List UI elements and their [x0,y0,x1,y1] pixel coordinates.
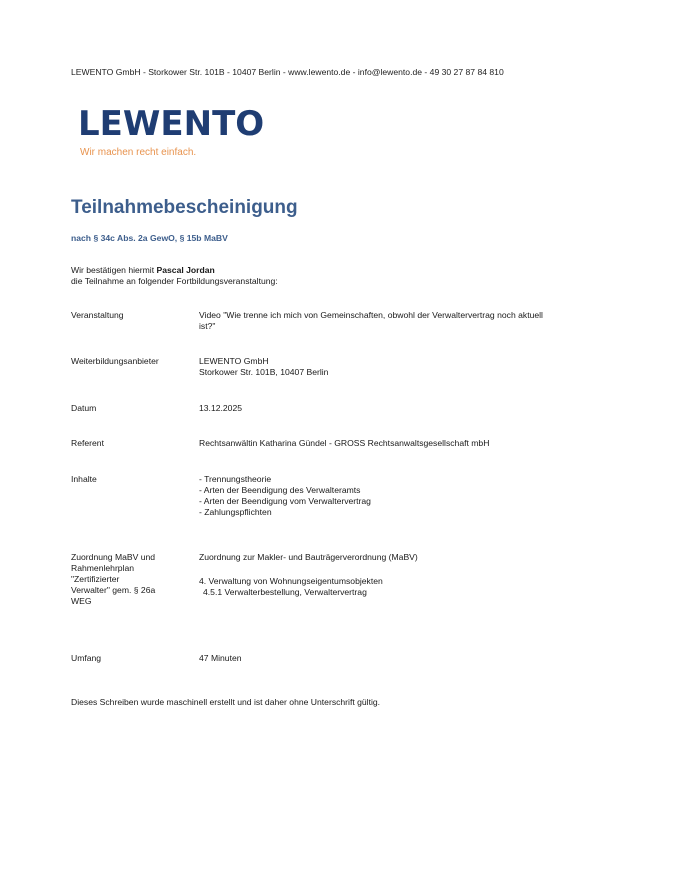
duration: 47 Minuten [199,653,242,663]
row-value [199,653,559,664]
footer-note: Dieses Schreiben wurde maschinell erstellt und ist daher ohne Unterschrift gültig. [71,697,381,707]
row-label: Umfang [71,653,102,663]
label-line: Zuordnung MaBV und [71,552,156,562]
row-label: Referent [71,438,104,448]
row-label: Weiterbildungsanbieter [71,356,159,366]
row-value [199,310,549,332]
participant-name: Pascal Jordan [156,265,215,275]
row-label: Veranstaltung [71,310,124,320]
document-title: Teilnahmebescheinigung [71,197,298,218]
speaker-name: Rechtsanwältin Katharina Gündel - GROSS Rechtsanwaltsgesellschaft mbH [199,438,490,448]
row-value [199,403,559,414]
row-label [71,552,181,607]
mabv-assignment: Zuordnung zur Makler- und Bauträgerverordnung (MaBV) [199,552,418,562]
provider-name: LEWENTO GmbH [199,356,269,366]
curriculum-subsection: 4.5.1 Verwalterbestellung, Verwaltervertrag [203,587,367,597]
row-value [199,474,559,518]
content-item: - Trennungstheorie [199,474,272,484]
content-item: - Arten der Beendigung vom Verwaltervertrag [199,496,371,506]
row-value [199,356,559,378]
curriculum-section: 4. Verwaltung von Wohnungseigentumsobjekten [199,576,383,586]
label-line: Rahmenlehrplan [71,563,135,573]
label-line: Verwalter" gem. § 26a [71,585,156,595]
company-slogan: Wir machen recht einfach. [80,147,197,158]
event-title: Video "Wie trenne ich mich von Gemeinschaften, obwohl der Verwaltervertrag noch aktuell ist?" [199,310,543,331]
company-logo: LEWENTO [78,104,265,144]
confirmation-prefix: Wir bestätigen hiermit [71,265,157,275]
row-value [199,552,559,598]
confirmation-line-2: die Teilnahme an folgender Fortbildungsveranstaltung: [71,276,278,286]
content-item: - Arten der Beendigung des Verwalteramts [199,485,361,495]
row-label: Datum [71,403,97,413]
company-contact-line: LEWENTO GmbH - Storkower Str. 101B - 10407 Berlin - www.lewento.de - info@lewento.de - 49 30 27 87 84 810 [71,67,504,77]
row-label: Inhalte [71,474,97,484]
label-line: WEG [71,596,92,606]
confirmation-text [71,265,278,287]
document-subtitle: nach § 34c Abs. 2a GewO, § 15b MaBV [71,233,228,243]
label-line: "Zertifizierter [71,574,120,584]
event-date: 13.12.2025 [199,403,243,413]
row-value [199,438,559,449]
provider-address: Storkower Str. 101B, 10407 Berlin [199,367,329,377]
content-item: - Zahlungspflichten [199,507,272,517]
